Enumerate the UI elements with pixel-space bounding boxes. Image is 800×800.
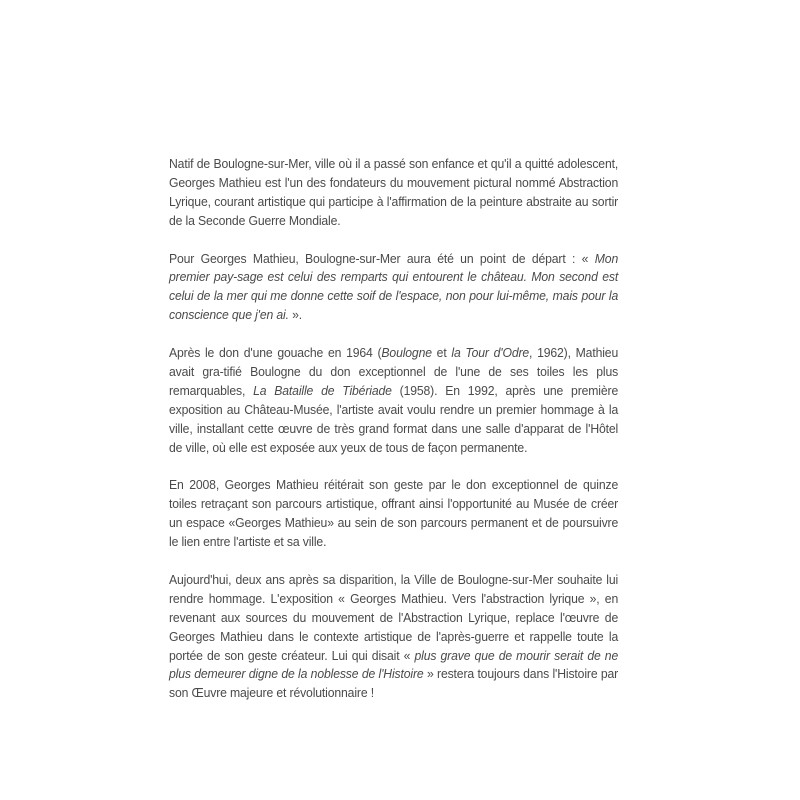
text-run: ». [288, 308, 303, 323]
italic-text: Mon premier pay-sage est celui des remparts qui entourent le château. Mon second est celui de la mer qui me donne cette soif de l'espace, non pour lui-même, mais pour la conscience que j'en ai. [169, 251, 619, 323]
paragraph [169, 155, 618, 231]
text-run: (1958). En 1992, après une première exposition au Château-Musée, l'artiste avait voulu rendre un premier hommage à la ville, installant cette œuvre de très grand format dans une salle d'apparat de l'Hôtel de ville, où elle est exposée aux yeux de tous de façon permanente. [169, 383, 619, 455]
italic-text: La Bataille de Tibériade [253, 383, 392, 398]
paragraph [169, 250, 618, 326]
text-run: » restera toujours dans l'Histoire par son Œuvre majeure et révolutionnaire ! [169, 667, 619, 701]
text-run: , 1962), Mathieu avait gra-tifié Boulogne du don exceptionnel de l'une de ses toiles les plus remarquables, [169, 346, 619, 398]
document-body [169, 155, 618, 703]
italic-text: plus grave que de mourir serait de ne plus demeurer digne de la noblesse de l'Histoire [169, 648, 619, 682]
text-run: et [431, 346, 452, 361]
italic-text: Boulogne [381, 346, 432, 361]
text-run: Aujourd'hui, deux ans après sa disparition, la Ville de Boulogne-sur-Mer souhaite lui rendre hommage. L'exposition « Georges Mathieu. Vers l'abstraction lyrique », en revenant aux sources du mouvement de l'Abstraction Lyrique, replace l'œuvre de Georges Mathieu dans le contexte artistique de l'après-guerre et rappelle toute la portée de son geste créateur. Lui qui disait « [169, 572, 619, 663]
text-run: Pour Georges Mathieu, Boulogne-sur-Mer aura été un point de départ : « [169, 251, 595, 266]
paragraph [169, 571, 618, 703]
text-run: Après le don d'une gouache en 1964 ( [169, 346, 382, 361]
text-run: Natif de Boulogne-sur-Mer, ville où il a passé son enfance et qu'il a quitté adolescent, Georges Mathieu est l'un des fondateurs du mouvement pictural nommé Abstraction Lyrique, courant artistique qui participe à l'affirmation de la peinture abstraite au sortir de la Seconde Guerre Mondiale. [169, 157, 619, 228]
text-run: En 2008, Georges Mathieu réitérait son geste par le don exceptionnel de quinze toiles retraçant son parcours artistique, offrant ainsi l'opportunité au Musée de créer un espace «Georges Mathieu» au sein de son parcours permanent et de poursuivre le lien entre l'artiste et sa ville. [169, 478, 619, 550]
paragraph [169, 344, 618, 457]
paragraph [169, 476, 618, 552]
italic-text: la Tour d'Odre [451, 346, 530, 361]
